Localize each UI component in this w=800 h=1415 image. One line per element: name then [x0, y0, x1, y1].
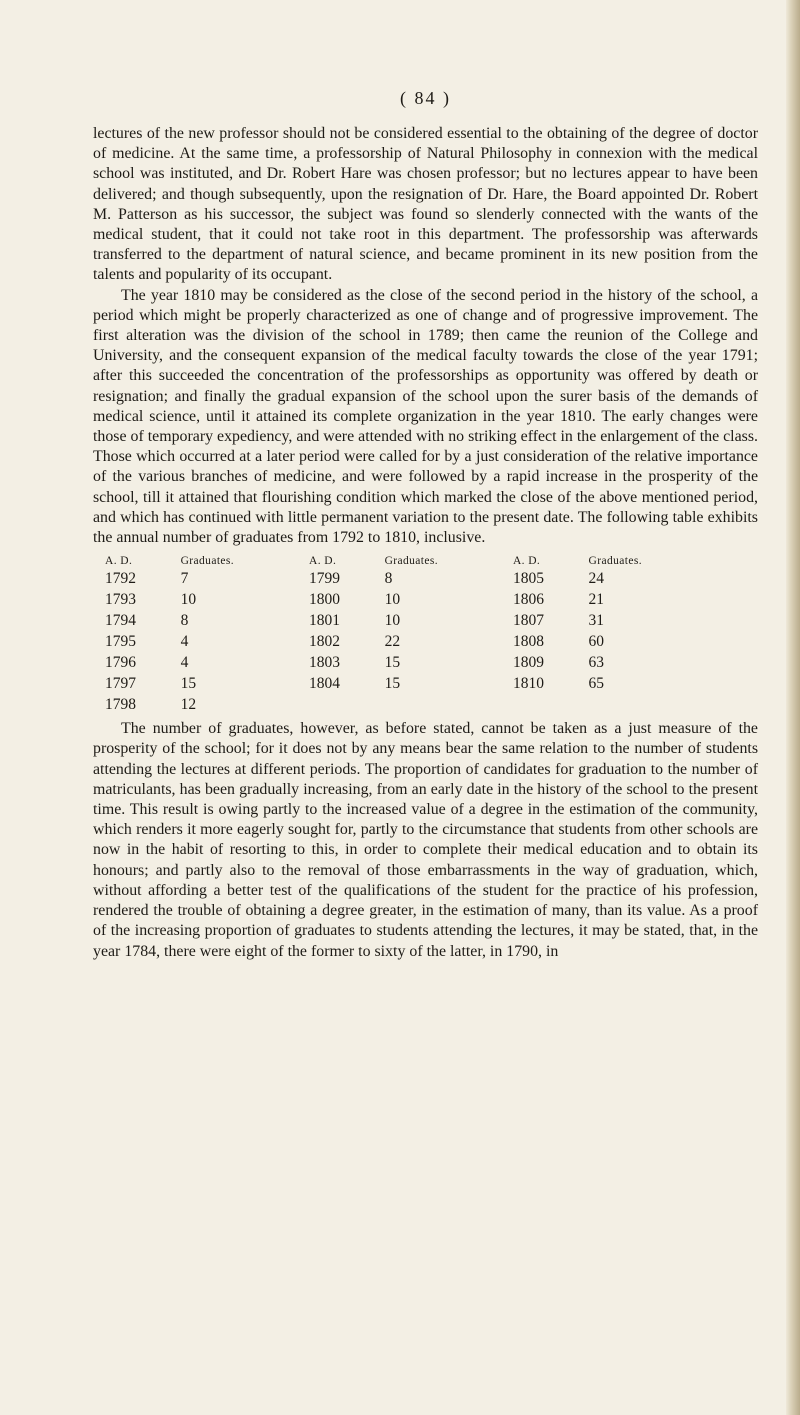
table-row: [105, 633, 717, 654]
page-edge: [786, 0, 800, 1415]
graduates-cell: 22: [384, 633, 401, 651]
year-cell: 1806: [512, 591, 544, 609]
year-cell: 1804: [308, 675, 340, 693]
graduates-cell: 12: [180, 696, 197, 714]
year-cell: 1802: [308, 633, 340, 651]
year-cell: [309, 696, 369, 717]
year-cell: 1796: [105, 654, 136, 672]
year-cell: 1809: [512, 654, 544, 672]
year-cell: 1795: [105, 633, 136, 651]
graduates-cell: 63: [588, 654, 605, 672]
table-row: [105, 696, 717, 717]
graduates-cell: 4: [180, 654, 189, 672]
table-row: [105, 591, 717, 612]
graduates-cell: 10: [180, 591, 197, 609]
paragraph-2: The year 1810 may be considered as the close of the second period in the history of the school, a period which might be properly characterized as one of change and of progressive improvement. The first alteration was the division of the school in 1789; then came the reunion of the College and University, and the consequent expansion of the medical faculty towards the close of the year 1791; after this succeeded the concentration of the professorships as opportunity was offered by death or resignation; and finally the gradual expansion of the school upon the surer basis of the demands of medical science, until it attained its complete organization in the year 1810. The early changes were those of temporary expediency, and were attended with no striking effect in the enlargement of the class. Those which occurred at a later period were called for by a just consideration of the relative importance of the various branches of medicine, and were followed by a rapid increase in the prosperity of the school, till it attained that flourishing condition which marked the close of the above mentioned period, and which has continued with little permanent variation to the present date. The following table exhibits the annual number of graduates from 1792 to 1810, inclusive.: [93, 286, 758, 547]
year-cell: 1797: [105, 675, 136, 693]
table-row: [105, 654, 717, 675]
year-cell: 1793: [105, 591, 136, 609]
table-row: [105, 675, 717, 696]
graduates-cell: 4: [180, 633, 189, 651]
paragraph-1: lectures of the new professor should not be considered essential to the obtaining of the degree of doctor of medicine. At the same time, a professorship of Natural Philosophy in connexion with the medical school was instituted, and Dr. Robert Hare was chosen professor; but no lectures appear to have been delivered; and though subsequently, upon the resignation of Dr. Hare, the Board appointed Dr. Robert M. Patterson as his successor, the subject was found so slenderly connected with the wants of the medical student, that it could not take root in this department. The professorship was afterwards transferred to the department of natural science, and became prominent in its new position from the talents and popularity of its occupant.: [93, 125, 758, 284]
year-cell: [513, 696, 573, 717]
graduates-cell: 8: [180, 612, 189, 630]
graduates-cell: 15: [384, 654, 401, 672]
year-cell: 1810: [512, 675, 544, 693]
col-header-year: A. D.: [308, 555, 337, 568]
graduates-cell: [369, 696, 513, 717]
book-page: [93, 88, 758, 962]
year-cell: 1807: [512, 612, 544, 630]
graduates-cell: 15: [180, 675, 197, 693]
graduates-cell: 24: [588, 570, 605, 588]
graduates-cell: 31: [588, 612, 605, 630]
table-row: [105, 612, 717, 633]
page-number: ( 84 ): [400, 88, 451, 108]
col-header-year: A. D.: [105, 555, 133, 568]
col-header-graduates: Graduates.: [384, 555, 439, 568]
table-row: [105, 570, 717, 591]
year-cell: 1794: [105, 612, 136, 630]
year-cell: 1805: [512, 570, 544, 588]
graduates-cell: [573, 696, 717, 717]
graduates-cell: 10: [384, 612, 401, 630]
year-cell: 1803: [308, 654, 340, 672]
paragraph-3: The number of graduates, however, as before stated, cannot be taken as a just measure of the prosperity of the school; for it does not by any means bear the same relation to the number of students attending the lectures at different periods. The proportion of candidates for graduation to the number of matriculants, has been gradually increasing, from an early date in the history of the school to the present time. This result is owing partly to the increased value of a degree in the estimation of the community, which renders it more eagerly sought for, partly to the circumstance that students from other schools are now in the habit of resorting to this, in order to complete their medical education and to obtain its honours; and partly also to the removal of those embarrassments in the way of graduation, which, without affording a better test of the qualifications of the student for the practice of his profession, rendered the trouble of obtaining a degree greater, in the estimation of many, than its value. As a proof of the increasing proportion of graduates to students attending the lectures, it may be stated, that, in the year 1784, there were eight of the former to sixty of the latter, in 1790, in: [93, 720, 758, 960]
table-body: [105, 570, 717, 717]
graduates-cell: 7: [180, 570, 189, 588]
graduates-cell: 15: [384, 675, 401, 693]
graduates-cell: 65: [588, 675, 605, 693]
year-cell: 1801: [308, 612, 340, 630]
year-cell: 1798: [105, 696, 136, 714]
graduates-table: [105, 554, 717, 717]
col-header-year: A. D.: [512, 555, 541, 568]
year-cell: 1792: [105, 570, 136, 588]
year-cell: 1808: [512, 633, 544, 651]
table-header-row: [105, 554, 717, 570]
col-header-graduates: Graduates.: [180, 555, 235, 568]
graduates-cell: 10: [384, 591, 401, 609]
col-header-graduates: Graduates.: [588, 555, 643, 568]
graduates-cell: 21: [588, 591, 605, 609]
graduates-cell: 60: [588, 633, 605, 651]
year-cell: 1799: [308, 570, 340, 588]
graduates-cell: 8: [384, 570, 393, 588]
year-cell: 1800: [308, 591, 340, 609]
